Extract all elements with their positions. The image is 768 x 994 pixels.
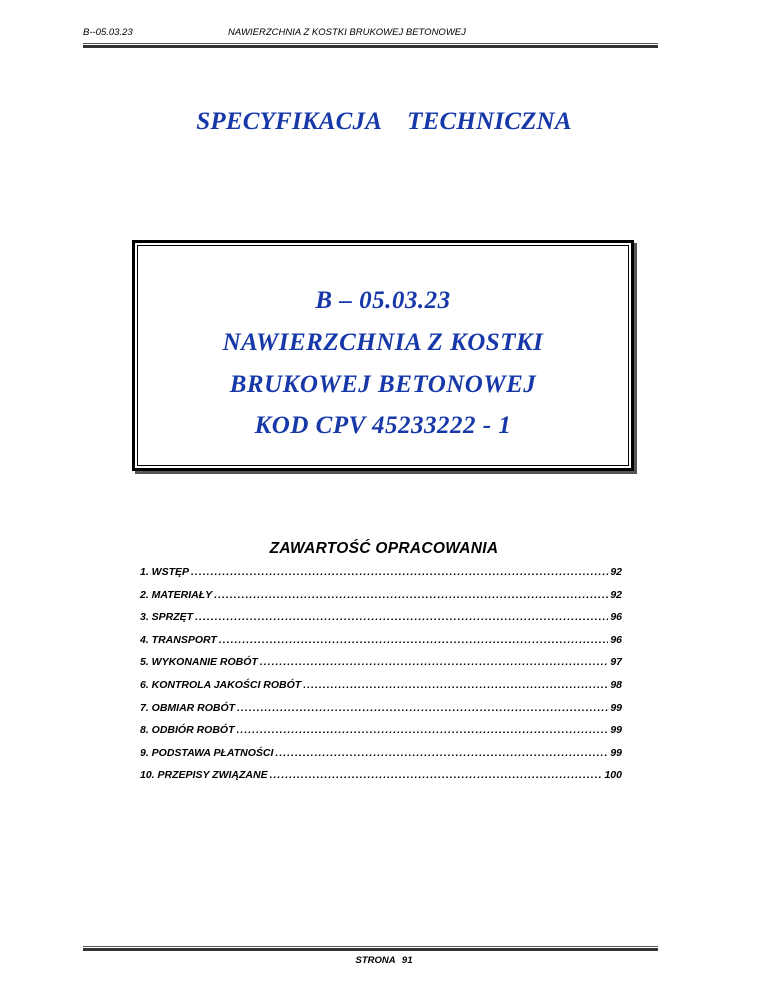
toc-item-label: 5. WYKONANIE ROBÓT xyxy=(140,656,258,669)
toc-item-label: 3. SPRZĘT xyxy=(140,611,194,624)
toc-item[interactable] xyxy=(140,724,622,747)
toc-item[interactable] xyxy=(140,702,622,725)
toc-item[interactable] xyxy=(140,656,622,679)
toc-item-page: 96 xyxy=(610,611,622,624)
header-rule xyxy=(83,43,658,48)
toc-leader xyxy=(214,589,608,601)
title-box-line-2: BRUKOWEJ BETONOWEJ xyxy=(229,371,537,398)
toc-leader xyxy=(219,634,608,646)
title-box-code: B – 05.03.23 xyxy=(315,287,451,314)
toc-item-label: 4. TRANSPORT xyxy=(140,633,217,646)
footer-rule xyxy=(83,946,658,951)
toc-leader xyxy=(260,656,608,668)
toc-item-label: 9. PODSTAWA PŁATNOŚCI xyxy=(140,746,274,759)
toc-item-page: 100 xyxy=(604,769,622,782)
toc-leader xyxy=(195,611,608,623)
toc-heading: ZAWARTOŚĆ OPRACOWANIA xyxy=(269,540,499,557)
toc-leader xyxy=(237,702,608,714)
spec-title: SPECYFIKACJA TECHNICZNA xyxy=(196,108,572,135)
footer-page-number: STRONA 91 xyxy=(355,955,413,966)
toc-item[interactable] xyxy=(140,679,622,702)
toc-item-page: 92 xyxy=(610,566,622,578)
toc-item-page: 99 xyxy=(610,724,622,737)
toc-item-label: 2. MATERIAŁY xyxy=(140,588,213,601)
toc-item[interactable] xyxy=(140,566,622,589)
header-document-title: NAWIERZCHNIA Z KOSTKI BRUKOWEJ BETONOWEJ xyxy=(228,27,466,38)
toc-item-label: 10. PRZEPISY ZWIĄZANE xyxy=(140,769,268,782)
toc-item-label: 1. WSTĘP xyxy=(140,566,190,578)
title-box-line-1: NAWIERZCHNIA Z KOSTKI xyxy=(222,329,544,356)
toc-item-page: 99 xyxy=(610,746,622,759)
toc-item[interactable] xyxy=(140,769,622,792)
toc-item-label: 7. OBMIAR ROBÓT xyxy=(140,701,236,714)
toc-item[interactable] xyxy=(140,634,622,657)
toc-item-page: 92 xyxy=(610,588,622,601)
toc-leader xyxy=(270,769,603,781)
toc-leader xyxy=(303,679,608,691)
toc-item[interactable] xyxy=(140,611,622,634)
toc-leader xyxy=(191,566,608,578)
title-box-cpv: KOD CPV 45233222 - 1 xyxy=(254,412,512,439)
toc-item[interactable] xyxy=(140,747,622,770)
table-of-contents xyxy=(140,566,622,792)
toc-item-label: 8. ODBIÓR ROBÓT xyxy=(140,724,235,737)
toc-item-label: 6. KONTROLA JAKOŚCI ROBÓT xyxy=(140,678,302,691)
toc-item-page: 97 xyxy=(610,656,622,669)
toc-leader xyxy=(237,724,609,736)
toc-item-page: 96 xyxy=(610,633,622,646)
toc-item-page: 98 xyxy=(610,678,622,691)
toc-leader xyxy=(275,747,608,759)
title-box xyxy=(132,240,634,471)
header-document-code: B--05.03.23 xyxy=(83,27,133,38)
toc-item[interactable] xyxy=(140,589,622,612)
toc-item-page: 99 xyxy=(610,701,622,714)
